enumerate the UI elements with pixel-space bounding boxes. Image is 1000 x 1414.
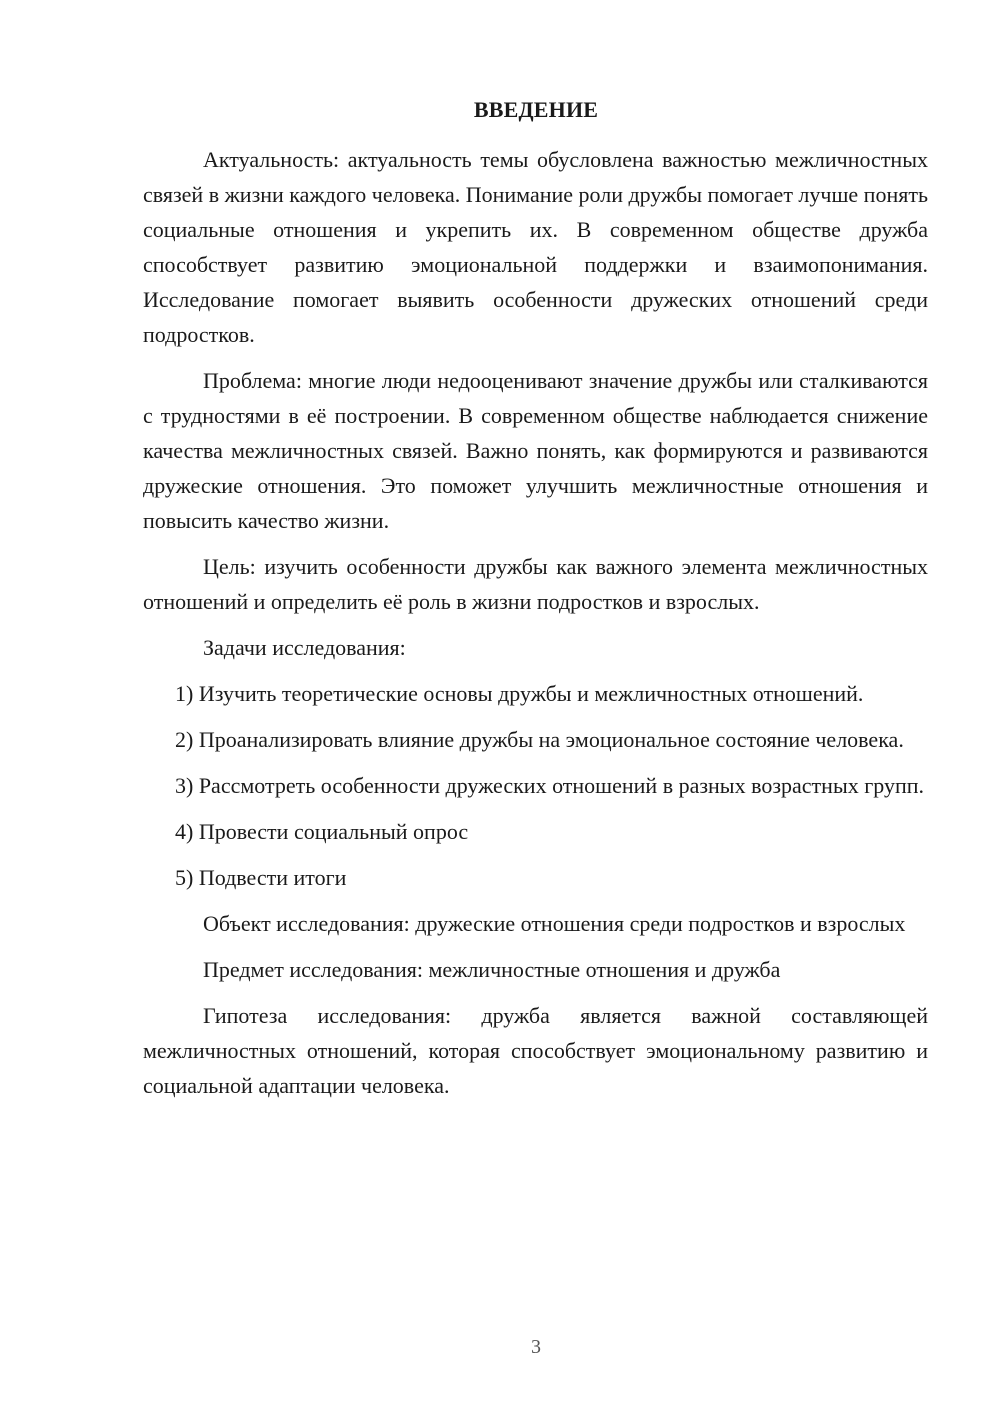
hypothesis-paragraph: Гипотеза исследования: дружба является важной составляющей межличностных отношений, которая способствует эмоциональному развитию и социальной адаптации человека. [143, 1003, 928, 1098]
relevance-paragraph: Актуальность: актуальность темы обусловлена важностью межличностных связей в жизни каждого человека. Понимание роли дружбы помогает лучше понять социальные отношения и укрепить их. В современном обществе дружба способствует развитию эмоциональной поддержки и взаимопонимания. Исследование помогает выявить особенности дружеских отношений среди подростков. [143, 147, 928, 347]
task-item-5: 5) Подвести итоги [175, 865, 347, 890]
document-body [143, 142, 928, 1114]
tasks-heading: Задачи исследования: [203, 635, 406, 660]
task-item-2: 2) Проанализировать влияние дружбы на эмоциональное состояние человека. [175, 727, 904, 752]
problem-paragraph: Проблема: многие люди недооценивают значение дружбы или сталкиваются с трудностями в её построении. В современном обществе наблюдается снижение качества межличностных связей. Важно понять, как формируются и развиваются дружеские отношения. Это поможет улучшить межличностные отношения и повысить качество жизни. [143, 368, 928, 533]
task-item-1: 1) Изучить теоретические основы дружбы и межличностных отношений. [175, 681, 864, 706]
page-number: 3 [531, 1336, 541, 1358]
object-paragraph: Объект исследования: дружеские отношения среди подростков и взрослых [203, 911, 906, 936]
subject-paragraph: Предмет исследования: межличностные отношения и дружба [203, 957, 781, 982]
page-title: ВВЕДЕНИЕ [473, 97, 599, 122]
goal-paragraph: Цель: изучить особенности дружбы как важного элемента межличностных отношений и определить её роль в жизни подростков и взрослых. [143, 554, 928, 614]
task-item-4: 4) Провести социальный опрос [175, 819, 469, 844]
task-item-3: 3) Рассмотреть особенности дружеских отношений в разных возрастных групп. [175, 773, 924, 798]
